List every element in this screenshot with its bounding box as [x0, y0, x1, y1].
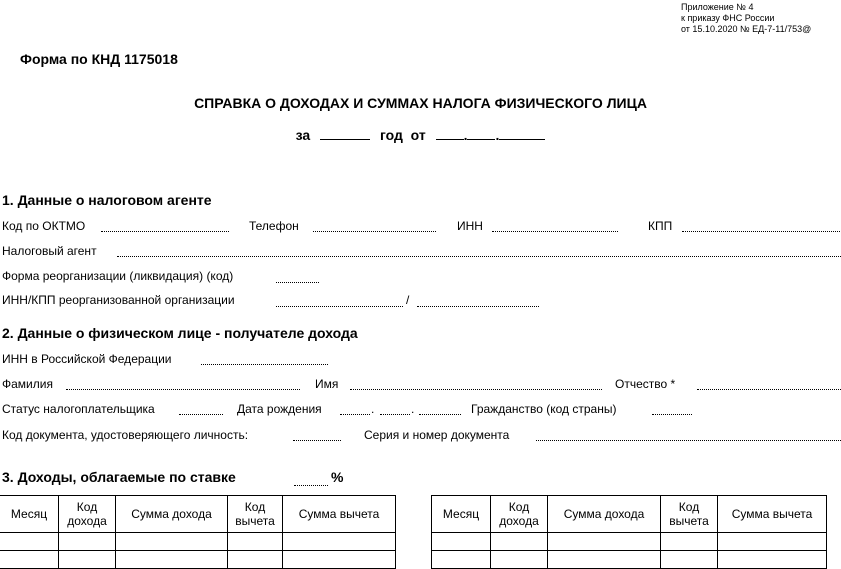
year-field[interactable] [320, 127, 370, 140]
appendix-note [681, 2, 811, 35]
kpp-field[interactable] [682, 231, 840, 232]
status-field[interactable] [179, 414, 223, 415]
birth-dot-1: . [371, 402, 375, 416]
table-cell[interactable] [116, 533, 228, 551]
date-dot-2: . [495, 127, 500, 143]
col-deduction-code: Код вычета [228, 496, 283, 533]
table-cell[interactable] [0, 533, 59, 551]
col-deduction-sum: Сумма вычета [283, 496, 396, 533]
reorg-inn-label: ИНН/КПП реорганизованной организации [2, 293, 235, 307]
col-deduction-sum: Сумма вычета [718, 496, 827, 533]
section-1-heading: 1. Данные о налоговом агенте [2, 192, 212, 208]
doc-series-label: Серия и номер документа [364, 428, 510, 442]
table-cell[interactable] [548, 533, 661, 551]
oktmo-field[interactable] [101, 231, 229, 232]
birth-month-field[interactable] [380, 414, 410, 415]
table-row [0, 533, 396, 551]
table-header-row [432, 496, 827, 533]
inn-field[interactable] [492, 231, 618, 232]
col-income-code: Код дохода [59, 496, 116, 533]
percent-sign: % [331, 469, 344, 485]
status-label: Статус налогоплательщика [2, 402, 155, 416]
appendix-line-1: Приложение № 4 [681, 2, 754, 12]
reorg-form-field[interactable] [276, 282, 319, 283]
period-year-label: год [379, 127, 403, 143]
inn-label: ИНН [457, 219, 483, 233]
table-cell[interactable] [718, 533, 827, 551]
agent-field[interactable] [117, 256, 841, 257]
period-line [0, 127, 841, 143]
table-cell[interactable] [283, 533, 396, 551]
table-row [432, 533, 827, 551]
period-from-label: от [410, 127, 426, 143]
appendix-line-2: к приказу ФНС России [681, 13, 775, 23]
rate-field[interactable] [294, 485, 328, 486]
date-year-field[interactable] [499, 127, 545, 140]
birth-year-field[interactable] [419, 414, 461, 415]
inn-rf-field[interactable] [201, 364, 328, 365]
surname-field[interactable] [66, 389, 300, 390]
date-dot-1: . [463, 127, 468, 143]
period-za-label: за [295, 127, 311, 143]
table-cell[interactable] [432, 533, 491, 551]
col-income-sum: Сумма дохода [548, 496, 661, 533]
citizenship-field[interactable] [652, 414, 692, 415]
col-income-sum: Сумма дохода [116, 496, 228, 533]
reorg-inn-field[interactable] [276, 306, 403, 307]
inn-rf-label: ИНН в Российской Федерации [2, 352, 172, 366]
agent-label: Налоговый агент [2, 244, 97, 258]
document-title: СПРАВКА О ДОХОДАХ И СУММАХ НАЛОГА ФИЗИЧЕСКОГО ЛИЦА [194, 95, 647, 111]
reorg-form-label: Форма реорганизации (ликвидация) (код) [2, 269, 234, 283]
patronymic-label: Отчество * [615, 377, 676, 391]
birth-day-field[interactable] [340, 414, 370, 415]
col-month: Месяц [0, 496, 59, 533]
name-field[interactable] [350, 389, 602, 390]
form-code: Форма по КНД 1175018 [20, 51, 178, 67]
oktmo-label: Код по ОКТМО [2, 219, 86, 233]
table-cell[interactable] [661, 533, 718, 551]
income-table-right [431, 495, 827, 569]
table-cell[interactable] [228, 533, 283, 551]
surname-label: Фамилия [2, 377, 53, 391]
birth-dot-2: . [411, 402, 415, 416]
section-3-heading: 3. Доходы, облагаемые по ставке [2, 469, 236, 485]
income-table-left [0, 495, 396, 569]
reorg-slash: / [406, 293, 410, 307]
citizenship-label: Гражданство (код страны) [471, 402, 617, 416]
phone-label: Телефон [249, 219, 299, 233]
table-header-row [0, 496, 396, 533]
section-2-heading: 2. Данные о физическом лице - получателе дохода [2, 325, 358, 341]
doc-series-field[interactable] [536, 440, 841, 441]
doc-code-label: Код документа, удостоверяющего личность: [2, 428, 249, 442]
table-cell[interactable] [491, 533, 548, 551]
birth-label: Дата рождения [237, 402, 322, 416]
kpp-label: КПП [648, 219, 673, 233]
patronymic-field[interactable] [697, 389, 841, 390]
date-day-field[interactable] [436, 127, 464, 140]
phone-field[interactable] [313, 231, 436, 232]
table-cell[interactable] [59, 533, 116, 551]
appendix-line-3: от 15.10.2020 № ЕД-7-11/753@ [681, 24, 812, 34]
col-month: Месяц [432, 496, 491, 533]
col-deduction-code: Код вычета [661, 496, 718, 533]
date-month-field[interactable] [467, 127, 495, 140]
reorg-kpp-field[interactable] [417, 306, 539, 307]
col-income-code: Код дохода [491, 496, 548, 533]
doc-code-field[interactable] [293, 440, 341, 441]
name-label: Имя [315, 377, 339, 391]
